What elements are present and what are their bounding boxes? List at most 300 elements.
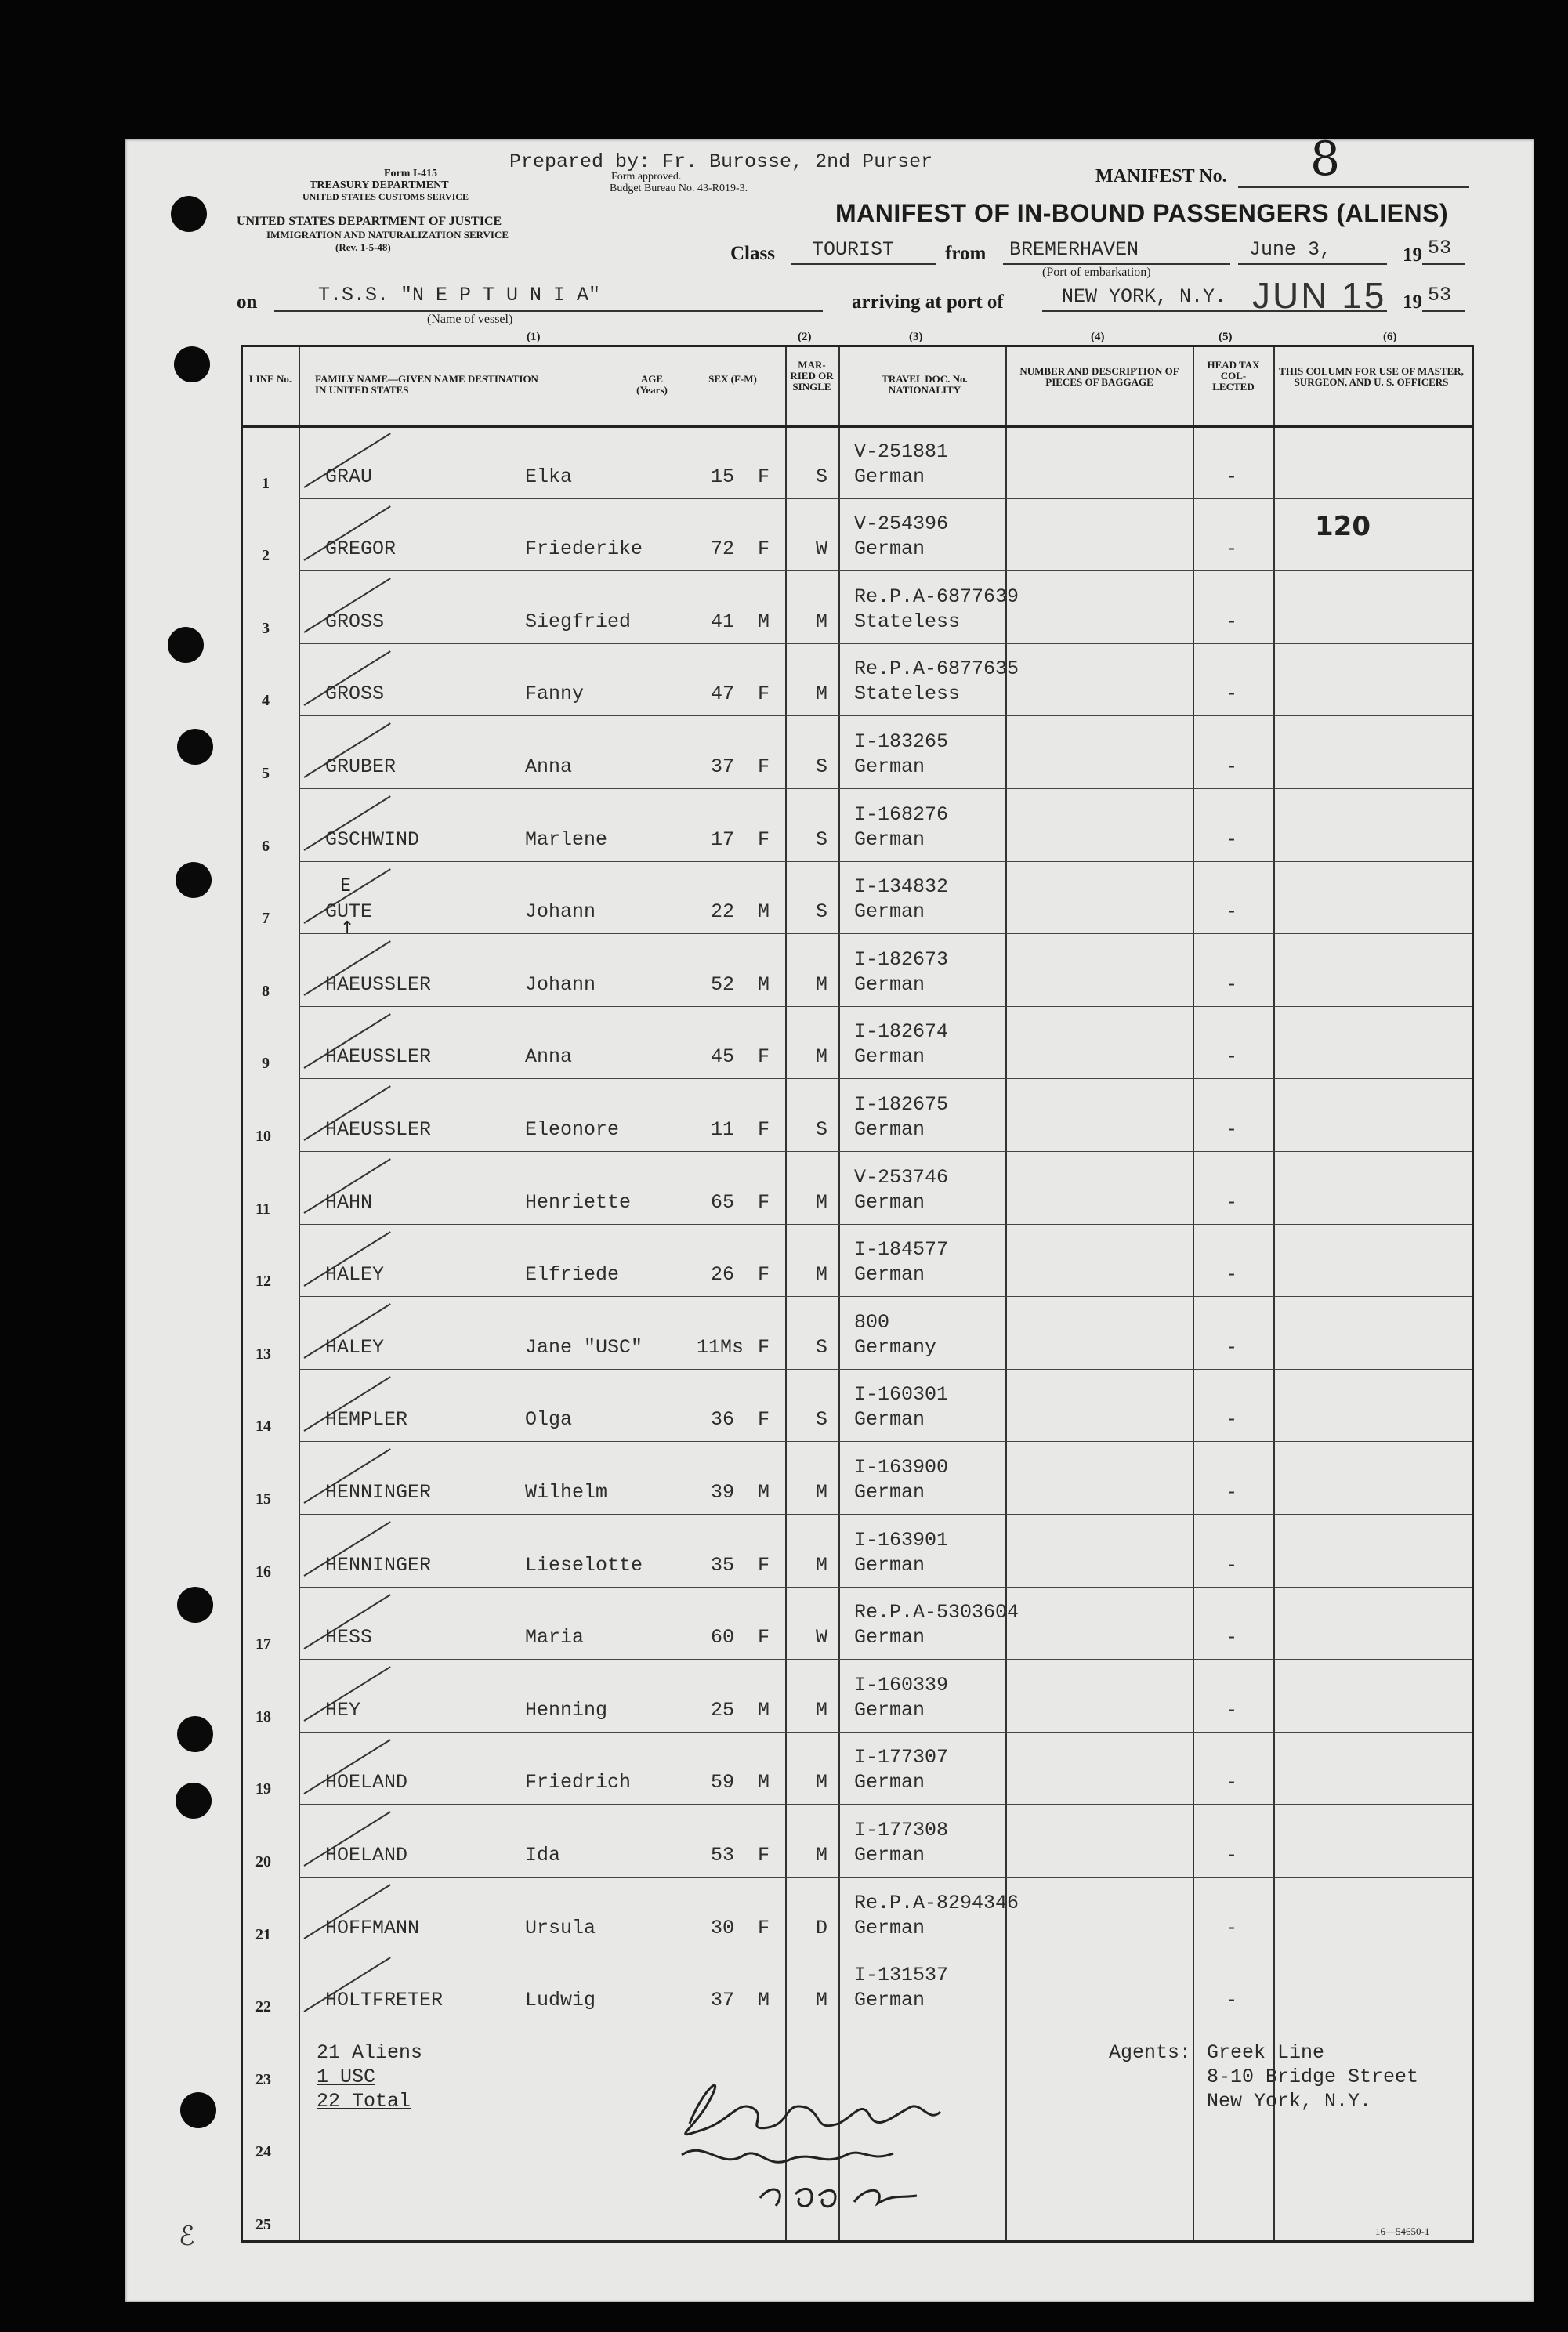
line-number: 15 [255,1490,271,1508]
row-divider [299,643,1472,644]
nationality: German [854,1408,925,1432]
punch-hole [168,627,204,663]
line-number: 7 [262,910,270,928]
agents-line-2: 8-10 Bridge Street [1207,2066,1419,2088]
line-number: 17 [255,1635,271,1653]
head-tax: - [1226,1335,1238,1359]
column-divider [1273,347,1275,2240]
line-number: 22 [255,1998,271,2016]
line-number: 8 [262,982,270,1000]
form-number: Form I-415 [384,168,438,179]
travel-doc-number: I-168276 [854,802,949,826]
marital-status: M [816,1045,828,1069]
sex: F [758,683,770,706]
nationality: German [854,827,925,851]
nationality: German [854,1844,925,1867]
marital-status: M [816,972,828,996]
family-name: HENNINGER [325,1553,432,1577]
given-name: Friedrich [525,1771,632,1794]
sex: M [758,1481,770,1504]
line-number: 11 [255,1200,270,1218]
punch-hole [171,196,207,232]
given-name: Johann [525,972,596,996]
given-name: Fanny [525,683,585,706]
officer-annotation: 120 [1315,511,1371,542]
head-tax: - [1226,827,1238,851]
sex: F [758,1916,770,1939]
year-value: 53 [1428,237,1452,259]
nationality: German [854,1626,925,1649]
given-name: Ludwig [525,1989,596,2012]
punch-hole [174,346,210,382]
marital-status: M [816,1190,828,1214]
column-divider [785,347,787,2240]
row-divider [299,1369,1472,1370]
row-divider [299,570,1472,571]
family-name: HOELAND [325,1844,408,1867]
arrival-year: 53 [1428,284,1452,306]
nationality: German [854,972,925,996]
arriving-label: arriving at port of [852,292,1004,313]
line-number: 24 [255,2143,271,2161]
sex: F [758,755,770,778]
marital-status: S [816,1118,828,1141]
travel-doc-number: I-177308 [854,1819,949,1841]
line-number: 14 [255,1418,271,1436]
row-divider [299,1078,1472,1079]
form-approved: Form approved. [611,171,682,183]
age: 53 [711,1844,735,1867]
manifest-no-label: MANIFEST No. [1095,166,1227,186]
line-number: 16 [255,1563,271,1581]
sex: F [758,1335,770,1359]
vessel-underline [274,310,823,312]
given-name: Elka [525,465,573,488]
travel-doc-number: I-131537 [854,1964,949,1987]
family-name: HOLTFRETER [325,1989,444,2012]
head-tax: - [1226,1118,1238,1141]
manifest-number: 8 [1310,132,1341,186]
marital-status: W [816,538,828,561]
given-name: Eleonore [525,1118,620,1141]
nationality: German [854,1989,925,2012]
age: 72 [711,538,735,561]
class-underline [791,263,936,265]
family-name: HALEY [325,1335,385,1359]
year-prefix: 19 [1403,244,1422,266]
row-divider [299,861,1472,862]
port-embark-caption: (Port of embarkation) [1042,266,1151,279]
col-header-officers: THIS COLUMN FOR USE OF MASTER, SURGEON, AND U. S. OFFICERS [1279,365,1464,388]
travel-doc-number: V-253746 [854,1165,949,1189]
line-number: 6 [262,837,270,855]
sex: M [758,900,770,924]
punch-hole [177,729,213,765]
given-name: Henriette [525,1190,632,1214]
age: 60 [711,1626,735,1649]
column-number: (3) [909,331,923,343]
nationality: German [854,1118,925,1141]
given-name: Wilhelm [525,1481,608,1504]
age: 25 [711,1698,735,1722]
row-divider [299,1296,1472,1297]
family-name: HEY [325,1698,361,1722]
head-tax: - [1226,755,1238,778]
row-divider [299,1151,1472,1152]
marital-status: M [816,1698,828,1722]
head-tax: - [1226,1263,1238,1287]
class-value: TOURIST [812,238,895,261]
arrival-year-underline [1422,310,1465,312]
head-tax: - [1226,1698,1238,1722]
line-number: 4 [262,692,270,710]
row-divider [299,788,1472,789]
marital-status: M [816,610,828,633]
age: 17 [711,827,735,851]
punch-hole [176,862,212,898]
nationality: German [854,1263,925,1287]
age: 11 [711,1118,735,1141]
column-divider [838,347,840,2240]
age: 52 [711,972,735,996]
head-tax: - [1226,972,1238,996]
date-underline [1238,263,1387,265]
given-name: Henning [525,1698,608,1722]
marital-status: M [816,1844,828,1867]
treasury-dept: TREASURY DEPARTMENT [310,179,449,191]
marital-status: S [816,900,828,924]
age: 47 [711,683,735,706]
column-number: (5) [1219,331,1233,343]
nationality: Germany [854,1335,937,1359]
family-name: HOELAND [325,1771,408,1794]
arrival-date-stamp: JUN 15 [1252,275,1387,316]
header-divider [243,425,1472,428]
head-tax: - [1226,1045,1238,1069]
age: 41 [711,610,735,633]
line-number: 23 [255,2070,271,2088]
col-header-travel-doc: TRAVEL DOC. No. NATIONALITY [882,373,968,396]
marital-status: M [816,1989,828,2012]
from-label: from [945,243,987,264]
head-tax: - [1226,465,1238,488]
punch-hole [180,2092,216,2128]
col-header-line-no: LINE No. [248,373,292,385]
column-divider [1005,347,1007,2240]
from-underline [1003,263,1230,265]
arrival-year-prefix: 19 [1403,292,1422,313]
travel-doc-number: Re.P.A-5303604 [854,1601,1019,1624]
head-tax: - [1226,1844,1238,1867]
given-name: Lieselotte [525,1553,643,1577]
manifest-no-underline [1238,186,1469,188]
page-title: MANIFEST OF IN-BOUND PASSENGERS (ALIENS) [835,199,1449,227]
total-usc: 1 USC [317,2066,376,2088]
passenger-table [241,345,1474,2243]
marital-status: M [816,1771,828,1794]
row-divider [299,715,1472,716]
col-header-baggage: NUMBER AND DESCRIPTION OF PIECES OF BAGGAGE [1019,365,1179,388]
row-divider [299,1732,1472,1733]
marital-status: M [816,1263,828,1287]
travel-doc-number: V-251881 [854,440,949,463]
given-name: Maria [525,1626,585,1649]
column-number: (1) [527,331,541,343]
head-tax: - [1226,1989,1238,2012]
line-number: 5 [262,765,270,782]
family-name: GROSS [325,683,385,706]
nationality: German [854,1045,925,1069]
age: 65 [711,1190,735,1214]
given-name: Anna [525,1045,573,1069]
line-number: 9 [262,1055,270,1073]
col-header-name: FAMILY NAME—GIVEN NAME DESTINATION IN UNITED STATES [315,373,538,396]
row-divider [299,1224,1472,1225]
head-tax: - [1226,1481,1238,1504]
given-name: Siegfried [525,610,632,633]
footer-code: 16—54650-1 [1375,2225,1430,2237]
travel-doc-number: I-182673 [854,947,949,971]
nationality: German [854,900,925,924]
vessel-caption: (Name of vessel) [427,313,513,326]
marital-status: M [816,683,828,706]
sex: M [758,1698,770,1722]
age: 35 [711,1553,735,1577]
family-name: HAHN [325,1190,373,1214]
row-divider [299,498,1472,499]
travel-doc-number: I-182675 [854,1093,949,1116]
age: 37 [711,1989,735,2012]
ins-service: IMMIGRATION AND NATURALIZATION SERVICE [266,229,509,241]
from-value: BREMERHAVEN [1009,238,1139,261]
punch-hole [177,1716,213,1752]
given-name: Johann [525,900,596,924]
travel-doc-number: I-184577 [854,1238,949,1262]
travel-doc-number: Re.P.A-6877635 [854,657,1019,681]
family-name: HAEUSSLER [325,1045,432,1069]
head-tax: - [1226,1553,1238,1577]
age: 37 [711,755,735,778]
marital-status: D [816,1916,828,1939]
row-divider [299,1006,1472,1007]
age: 26 [711,1263,735,1287]
column-divider [299,347,300,2240]
family-name: HALEY [325,1263,385,1287]
sex: F [758,1408,770,1432]
travel-doc-number: I-183265 [854,730,949,753]
travel-doc-number: I-163901 [854,1528,949,1552]
head-tax: - [1226,1626,1238,1649]
marital-status: M [816,1481,828,1504]
row-divider [299,1514,1472,1515]
prepared-by: Prepared by: Fr. Burosse, 2nd Purser [509,150,933,173]
sex: F [758,1263,770,1287]
column-number: (6) [1383,331,1397,343]
budget-bureau: Budget Bureau No. 43-R019-3. [610,183,748,194]
line-number: 12 [255,1273,271,1291]
travel-doc-number: I-160339 [854,1673,949,1696]
nationality: German [854,1698,925,1722]
age: 15 [711,465,735,488]
family-name: HAEUSSLER [325,1118,432,1141]
age: 36 [711,1408,735,1432]
line-number: 20 [255,1853,271,1870]
age: 22 [711,900,735,924]
nationality: German [854,1916,925,1939]
sex: M [758,1989,770,2012]
given-name: Ursula [525,1916,596,1939]
sex: M [758,972,770,996]
marital-status: S [816,1408,828,1432]
travel-doc-number: I-160301 [854,1383,949,1407]
travel-doc-number: Re.P.A-6877639 [854,585,1019,608]
sex: F [758,1190,770,1214]
marital-status: S [816,1335,828,1359]
punch-hole [177,1587,213,1623]
age: 59 [711,1771,735,1794]
caret-mark: ↑ [340,918,355,938]
sex: F [758,1045,770,1069]
gute-correction-mark: E [340,876,351,896]
head-tax: - [1226,683,1238,706]
nationality: German [854,1481,925,1504]
family-name: GROSS [325,610,385,633]
inspector-signature [658,2053,987,2218]
marital-status: W [816,1626,828,1649]
marital-status: S [816,465,828,488]
age: 30 [711,1916,735,1939]
head-tax: - [1226,1916,1238,1939]
vessel-name: T.S.S. "N E P T U N I A" [318,284,601,306]
sex: F [758,1553,770,1577]
column-number: (2) [798,331,812,343]
travel-doc-number: Re.P.A-8294346 [854,1891,1019,1914]
family-name: GUTE [325,900,373,924]
family-name: HENNINGER [325,1481,432,1504]
family-name: GREGOR [325,538,397,561]
col-header-sex: SEX (F-M) [708,373,757,385]
travel-doc-number: 800 [854,1310,890,1334]
given-name: Jane "USC" [525,1335,643,1359]
row-divider [299,933,1472,934]
line-number: 21 [255,1925,271,1943]
margin-mark: ℰ [179,2221,195,2252]
family-name: GSCHWIND [325,827,420,851]
head-tax: - [1226,1190,1238,1214]
family-name: GRUBER [325,755,397,778]
given-name: Olga [525,1408,573,1432]
col-header-age: AGE (Years) [636,373,668,396]
family-name: HAEUSSLER [325,972,432,996]
line-number: 10 [255,1128,271,1145]
departure-date: June 3, [1249,238,1332,261]
nationality: Stateless [854,683,961,706]
row-divider [299,1804,1472,1805]
line-number: 18 [255,1707,271,1725]
given-name: Ida [525,1844,561,1867]
nationality: German [854,755,925,778]
nationality: German [854,465,925,488]
line-number: 3 [262,619,270,637]
sex: F [758,1626,770,1649]
row-divider [299,1587,1472,1588]
sex: F [758,538,770,561]
given-name: Friederike [525,538,643,561]
line-number: 25 [255,2216,271,2233]
marital-status: S [816,827,828,851]
family-name: GRAU [325,465,373,488]
head-tax: - [1226,900,1238,924]
sex: M [758,1771,770,1794]
travel-doc-number: I-134832 [854,875,949,899]
line-number: 1 [262,474,270,492]
sex: F [758,1844,770,1867]
line-number: 19 [255,1780,271,1798]
given-name: Elfriede [525,1263,620,1287]
marital-status: M [816,1553,828,1577]
nationality: German [854,1190,925,1214]
col-header-married: MAR- RIED OR SINGLE [790,359,834,393]
nationality: German [854,1553,925,1577]
marital-status: S [816,755,828,778]
line-number: 13 [255,1345,271,1363]
total-passengers: 22 Total [317,2090,411,2113]
head-tax: - [1226,1408,1238,1432]
age: 45 [711,1045,735,1069]
agents-line-1: Greek Line [1207,2041,1325,2064]
agents-label: Agents: [1109,2041,1192,2064]
on-label: on [237,292,258,313]
travel-doc-number: I-182674 [854,1020,949,1044]
total-aliens: 21 Aliens [317,2041,423,2064]
arrival-port: NEW YORK, N.Y. [1062,285,1227,308]
given-name: Anna [525,755,573,778]
year-underline [1422,263,1465,265]
head-tax: - [1226,1771,1238,1794]
row-divider [299,1877,1472,1878]
travel-doc-number: V-254396 [854,512,949,536]
head-tax: - [1226,610,1238,633]
family-name: HEMPLER [325,1408,408,1432]
form-revision: (Rev. 1-5-48) [335,241,391,253]
class-label: Class [730,243,775,264]
row-divider [299,1441,1472,1442]
column-divider [1193,347,1194,2240]
nationality: German [854,1771,925,1794]
sex: F [758,1118,770,1141]
sex: F [758,827,770,851]
agents-line-3: New York, N.Y. [1207,2090,1372,2113]
nationality: German [854,538,925,561]
age: 11Ms [697,1335,744,1359]
given-name: Marlene [525,827,608,851]
justice-dept: UNITED STATES DEPARTMENT OF JUSTICE [237,215,502,228]
sex: M [758,610,770,633]
sex: F [758,465,770,488]
customs-service: UNITED STATES CUSTOMS SERVICE [302,191,469,202]
family-name: HESS [325,1626,373,1649]
travel-doc-number: I-177307 [854,1746,949,1769]
nationality: Stateless [854,610,961,633]
age: 39 [711,1481,735,1504]
column-number: (4) [1091,331,1105,343]
travel-doc-number: I-163900 [854,1456,949,1479]
row-divider [299,1659,1472,1660]
col-header-head-tax: HEAD TAX COL- LECTED [1207,359,1260,393]
punch-hole [176,1783,212,1819]
line-number: 2 [262,547,270,565]
head-tax: - [1226,538,1238,561]
